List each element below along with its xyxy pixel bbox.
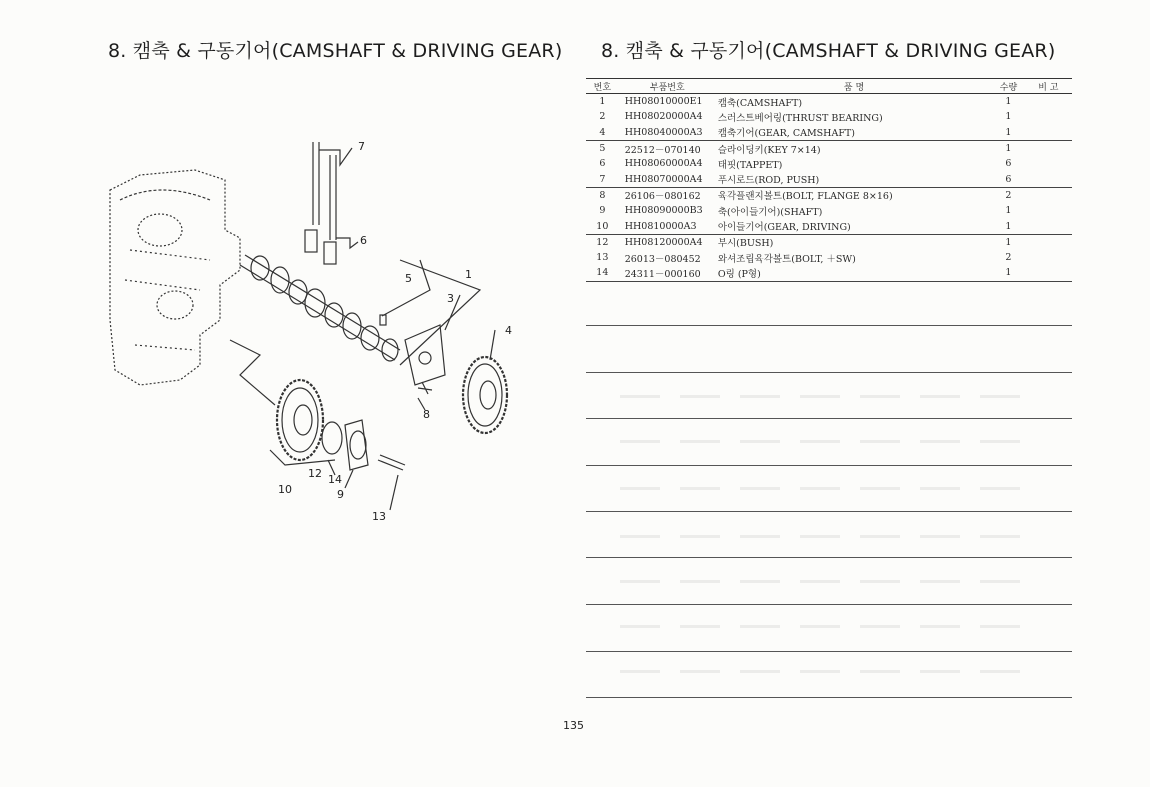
header-part-no: 부품번호	[619, 79, 716, 94]
table-row	[586, 140, 1072, 156]
callout-8: 8	[423, 408, 430, 421]
cell-part-no: HH08060000A4	[624, 158, 703, 170]
callout-4: 4	[505, 324, 512, 337]
cell-name: 캠축기어(GEAR, CAMSHAFT)	[716, 125, 992, 141]
cell-no: 12	[596, 236, 609, 248]
cell-remarks	[1025, 234, 1072, 250]
cell-remarks	[1025, 94, 1072, 110]
table-row	[586, 203, 1072, 218]
cell-name: 와셔조립육각볼트(BOLT, ＋SW)	[717, 253, 856, 265]
parts-table	[586, 78, 1072, 282]
cell-name: 육각플랜지볼트(BOLT, FLANGE 8×16)	[717, 191, 893, 203]
cell-qty: 6	[1005, 158, 1012, 170]
idle-gear-shaft	[345, 420, 368, 470]
cell-no: 9	[599, 205, 606, 217]
cell-qty: 1	[992, 218, 1024, 234]
idle-gear	[277, 380, 323, 460]
cell-remarks	[1025, 250, 1072, 265]
cell-no: 4	[586, 125, 619, 141]
header-name: 품 명	[716, 79, 992, 94]
cell-name: 스러스트베어링(THRUST BEARING)	[717, 112, 883, 124]
cell-part-no: 26106－080162	[624, 191, 701, 203]
camshaft-gear	[463, 357, 507, 433]
cell-no: 2	[599, 111, 606, 123]
cell-remarks	[1025, 171, 1072, 187]
page-number: 135	[563, 719, 584, 732]
callout-13: 13	[372, 510, 386, 523]
cell-part-no: HH0810000A3	[619, 218, 716, 234]
table-row	[586, 171, 1072, 187]
bleed-through-line	[620, 580, 1040, 583]
ruled-line	[586, 418, 1072, 419]
page-title-left: 8. 캠축 & 구동기어(CAMSHAFT & DRIVING GEAR)	[108, 40, 563, 62]
callout-12: 12	[308, 467, 322, 480]
callout-14: 14	[328, 473, 342, 486]
cell-part-no: HH08020000A4	[624, 111, 703, 123]
table-row	[586, 250, 1072, 265]
callout-10: 10	[278, 483, 292, 496]
bleed-through-line	[620, 440, 1040, 443]
cell-no: 8	[599, 189, 606, 201]
cell-qty: 1	[992, 265, 1024, 281]
cell-no: 5	[599, 143, 606, 155]
bleed-through-line	[620, 535, 1040, 538]
table-row	[586, 265, 1072, 281]
callout-7: 7	[358, 140, 365, 153]
table-row	[586, 187, 1072, 203]
table-row	[586, 109, 1072, 124]
cell-name: 태핏(TAPPET)	[717, 159, 783, 171]
header-no: 번호	[586, 79, 619, 94]
cell-qty: 6	[992, 171, 1024, 187]
flange-bolt	[378, 455, 405, 470]
table-row	[586, 156, 1072, 171]
cell-name: 부시(BUSH)	[717, 238, 774, 250]
cell-no: 14	[586, 265, 619, 281]
cell-part-no: 22512－070140	[624, 144, 701, 156]
cell-qty: 1	[1005, 96, 1012, 108]
ruled-line	[586, 465, 1072, 466]
cell-remarks	[1025, 156, 1072, 171]
table-row	[586, 125, 1072, 141]
table-header-row	[586, 79, 1072, 94]
cell-qty: 1	[992, 125, 1024, 141]
cell-part-no: 24311－000160	[619, 265, 716, 281]
bleed-through-line	[620, 487, 1040, 490]
cell-remarks	[1025, 187, 1072, 203]
callout-6: 6	[360, 234, 367, 247]
cell-no: 1	[599, 96, 606, 108]
cell-part-no: HH08010000E1	[624, 96, 703, 108]
cell-no: 13	[596, 252, 609, 264]
bleed-through-line	[620, 395, 1040, 398]
cell-qty: 1	[1005, 205, 1012, 217]
ruled-line	[586, 557, 1072, 558]
cell-part-no: HH08090000B3	[624, 205, 703, 217]
cell-part-no: HH08040000A3	[619, 125, 716, 141]
table-row	[586, 218, 1072, 234]
ruled-line	[586, 325, 1072, 326]
cell-name: 푸시로드(ROD, PUSH)	[716, 171, 992, 187]
cell-remarks	[1025, 140, 1072, 156]
cell-qty: 1	[1005, 143, 1012, 155]
cell-no: 10	[586, 218, 619, 234]
ruled-line	[586, 604, 1072, 605]
cell-part-no: 26013－080452	[624, 253, 701, 265]
cell-name: O링 (P형)	[716, 265, 992, 281]
cell-qty: 1	[1005, 236, 1012, 248]
cell-qty: 1	[1005, 111, 1012, 123]
cell-qty: 2	[1005, 189, 1012, 201]
ruled-line	[586, 651, 1072, 652]
cell-name: 축(아이들기어)(SHAFT)	[717, 206, 823, 218]
cell-remarks	[1025, 203, 1072, 218]
sliding-key	[380, 315, 386, 325]
cell-no: 6	[599, 158, 606, 170]
tappet	[305, 230, 317, 252]
callout-9: 9	[337, 488, 344, 501]
table-row	[586, 234, 1072, 250]
callout-5: 5	[405, 272, 412, 285]
header-remarks: 비 고	[1025, 79, 1072, 94]
page-title-right: 8. 캠축 & 구동기어(CAMSHAFT & DRIVING GEAR)	[601, 40, 1056, 62]
cell-part-no: HH08070000A4	[619, 171, 716, 187]
camshaft	[240, 255, 400, 361]
callout-3: 3	[447, 292, 454, 305]
cell-name: 아이들기어(GEAR, DRIVING)	[716, 218, 992, 234]
cell-part-no: HH08120000A4	[624, 236, 703, 248]
table-row	[586, 94, 1072, 110]
ruled-line	[586, 511, 1072, 512]
cell-name: 슬라이딩키(KEY 7×14)	[717, 144, 821, 156]
cell-qty: 2	[1005, 252, 1012, 264]
bleed-through-line	[620, 670, 1040, 673]
ruled-line	[586, 697, 1072, 698]
ruled-line	[586, 372, 1072, 373]
engine-block-outline	[110, 170, 240, 385]
callout-1: 1	[465, 268, 472, 281]
cell-remarks	[1025, 218, 1072, 234]
cell-remarks	[1025, 109, 1072, 124]
header-qty: 수량	[992, 79, 1024, 94]
cell-remarks	[1025, 265, 1072, 281]
cell-no: 7	[586, 171, 619, 187]
bush	[322, 422, 342, 454]
bleed-through-line	[620, 625, 1040, 628]
exploded-parts-diagram	[100, 120, 530, 540]
cell-name: 캠축(CAMSHAFT)	[717, 97, 803, 109]
cell-remarks	[1025, 125, 1072, 141]
